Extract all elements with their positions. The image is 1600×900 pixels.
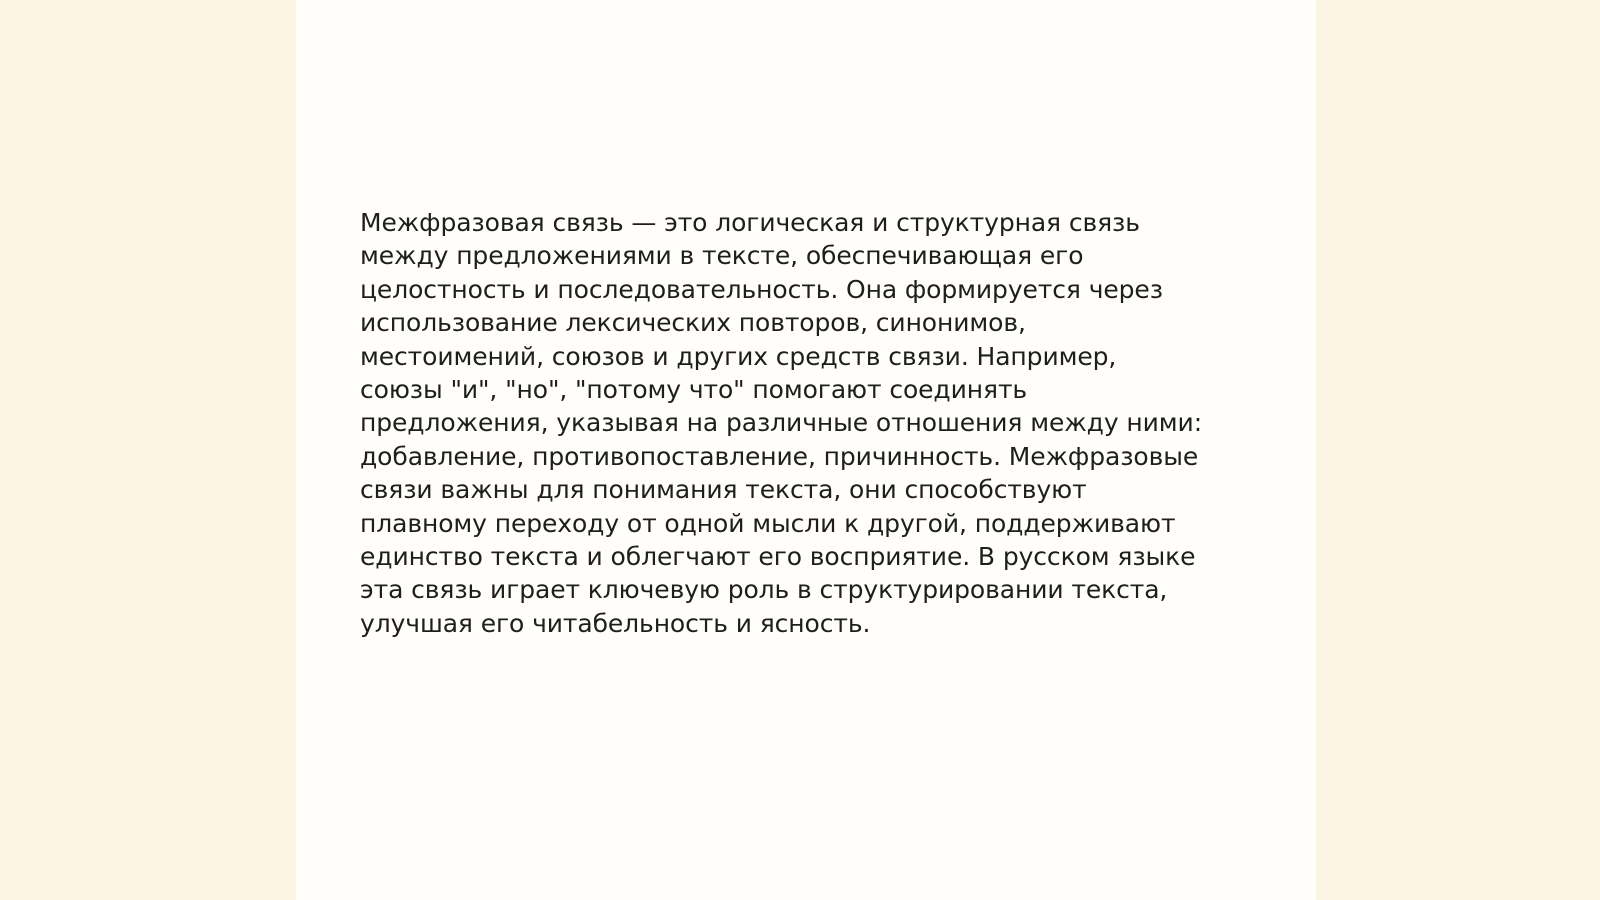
- text-line: единство текста и облегчают его восприятие. В русском языке: [360, 542, 1196, 572]
- left-margin-background: [0, 0, 296, 900]
- text-line: улучшая его читабельность и ясность.: [360, 608, 871, 638]
- body-paragraph: [360, 206, 1260, 640]
- right-margin-background: [1316, 0, 1600, 900]
- text-line: эта связь играет ключевую роль в структурировании текста,: [360, 575, 1168, 605]
- text-line: Межфразовая связь — это логическая и структурная связь: [360, 208, 1140, 237]
- text-line: местоимений, союзов и других средств связи. Например,: [360, 341, 1117, 371]
- text-line: добавление, противопоставление, причинность. Межфразовые: [360, 441, 1199, 471]
- text-line: между предложениями в тексте, обеспечивающая его: [360, 241, 1084, 271]
- text-line: предложения, указывая на различные отношения между ними:: [360, 408, 1203, 438]
- document-page: [296, 0, 1316, 900]
- text-line: связи важны для понимания текста, они способствуют: [360, 475, 1087, 505]
- text-line: плавному переходу от одной мысли к другой, поддерживают: [360, 508, 1176, 538]
- text-line: использование лексических повторов, синонимов,: [360, 308, 1026, 338]
- text-line: союзы "и", "но", "потому что" помогают соединять: [360, 375, 1028, 405]
- text-line: целостность и последовательность. Она формируется через: [360, 274, 1163, 304]
